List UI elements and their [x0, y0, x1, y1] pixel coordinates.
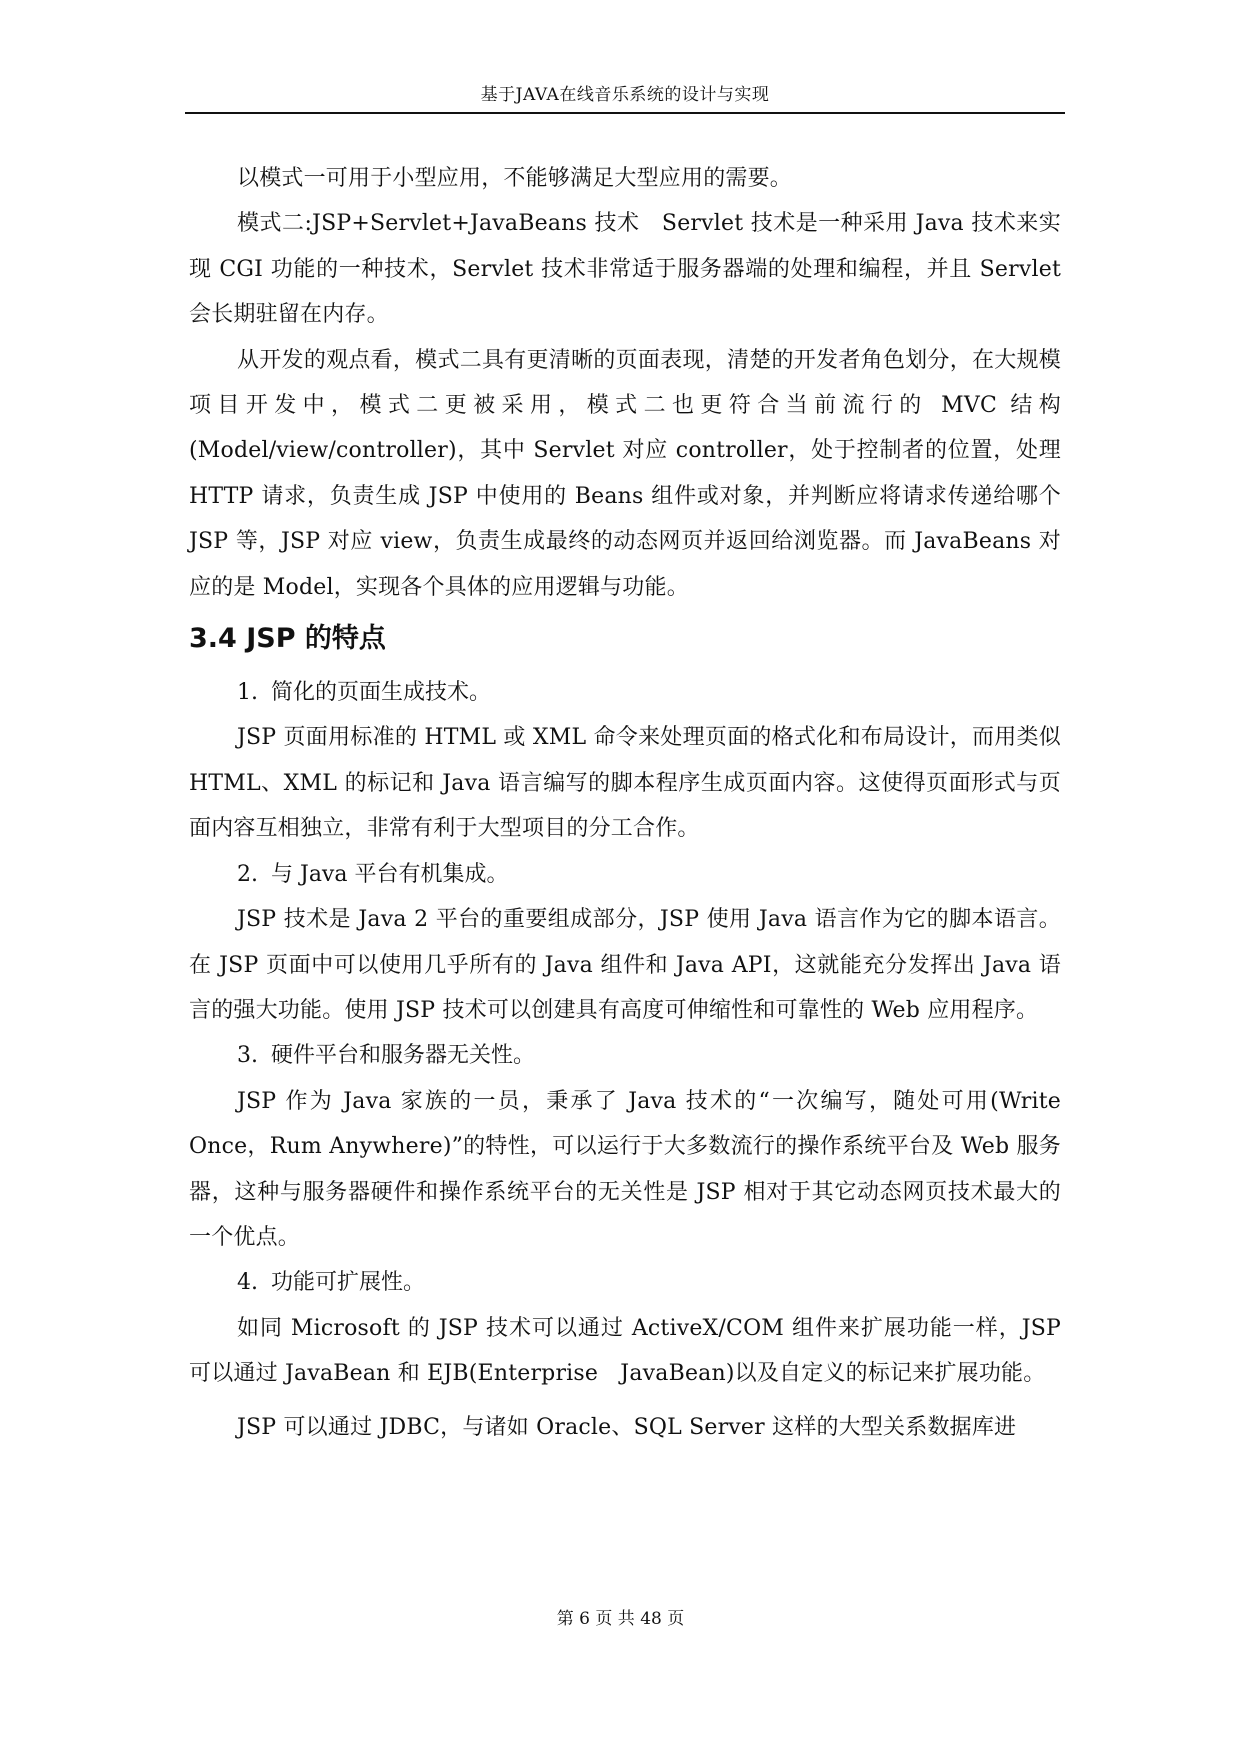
header-rule: [185, 112, 1065, 114]
feature-item-number: 1.: [237, 680, 258, 706]
feature-item-number: 2.: [237, 861, 258, 887]
feature-item-label: 功能可扩展性。: [271, 1270, 426, 1296]
feature-item-4-heading: [189, 1260, 1061, 1305]
section-heading: 3.4 JSP 的特点: [189, 623, 386, 655]
feature-item-label: 硬件平台和服务器无关性。: [271, 1043, 536, 1069]
feature-item-2-text: JSP 技术是 Java 2 平台的重要组成部分，JSP 使用 Java 语言作为它的脚本语言。在 JSP 页面中可以使用几乎所有的 Java 组件和 Java API，这就能充分发挥出 Java 语言的强大功能。使用 JSP 技术可以创建具有高度可伸缩性和可靠性的 Web 应用程序。: [189, 907, 1061, 1023]
feature-item-2-heading: [189, 852, 1061, 897]
feature-item-3-text: JSP 作为 Java 家族的一员，秉承了 Java 技术的“一次编写，随处可用(Write Once，Rum Anywhere)”的特性，可以运行于大多数流行的操作系统平台及 Web 服务器，这种与服务器硬件和操作系统平台的无关性是 JSP 相对于其它动态网页技术最大的一个优点。: [189, 1088, 1061, 1250]
feature-item-number: 3.: [237, 1043, 258, 1069]
feature-item-label: 与 Java 平台有机集成。: [271, 861, 509, 887]
feature-item-1-heading: [189, 670, 1061, 715]
paragraph-mode-two: 模式二:JSP+Servlet+JavaBeans 技术 Servlet 技术是一种采用 Java 技术来实现 CGI 功能的一种技术，Servlet 技术非常适于服务器端的处理和编程，并且 Servlet 会长期驻留在内存。: [189, 211, 1061, 328]
running-header: 基于JAVA在线音乐系统的设计与实现: [480, 85, 770, 105]
feature-item-3-heading: [189, 1033, 1061, 1078]
feature-item-4-text: 如同 Microsoft 的 JSP 技术可以通过 ActiveX/COM 组件来扩展功能一样，JSP 可以通过 JavaBean 和 EJB(Enterprise JavaBean)以及自定义的标记来扩展功能。: [189, 1315, 1061, 1387]
page-number-footer: 第 6 页 共 48 页: [556, 1609, 685, 1629]
paragraph-mode-two-advantages: 从开发的观点看，模式二具有更清晰的页面表现，清楚的开发者角色划分，在大规模项目开发中，模式二更被采用，模式二也更符合当前流行的 MVC 结构 (Model/view/controller)，其中 Servlet 对应 controller，处于控制者的位置，处理 HTTP 请求，负责生成 JSP 中使用的 Beans 组件或对象，并判断应将请求传递给哪个 JSP 等，JSP 对应 view，负责生成最终的动态网页并返回给浏览器。而 JavaBeans 对应的是 Model，实现各个具体的应用逻辑与功能。: [189, 347, 1061, 600]
paragraph-jdbc: JSP 可以通过 JDBC，与诸如 Oracle、SQL Server 这样的大型关系数据库进: [237, 1414, 1017, 1440]
feature-item-label: 简化的页面生成技术。: [271, 680, 492, 706]
paragraph-mode-one-conclusion: 以模式一可用于小型应用，不能够满足大型应用的需要。: [237, 166, 793, 191]
feature-item-number: 4.: [237, 1270, 258, 1296]
page-body: [189, 156, 1061, 1450]
feature-item-1-text: JSP 页面用标准的 HTML 或 XML 命令来处理页面的格式化和布局设计，而用类似 HTML、XML 的标记和 Java 语言编写的脚本程序生成页面内容。这使得页面形式与页面内容互相独立，非常有利于大型项目的分工合作。: [189, 725, 1061, 842]
